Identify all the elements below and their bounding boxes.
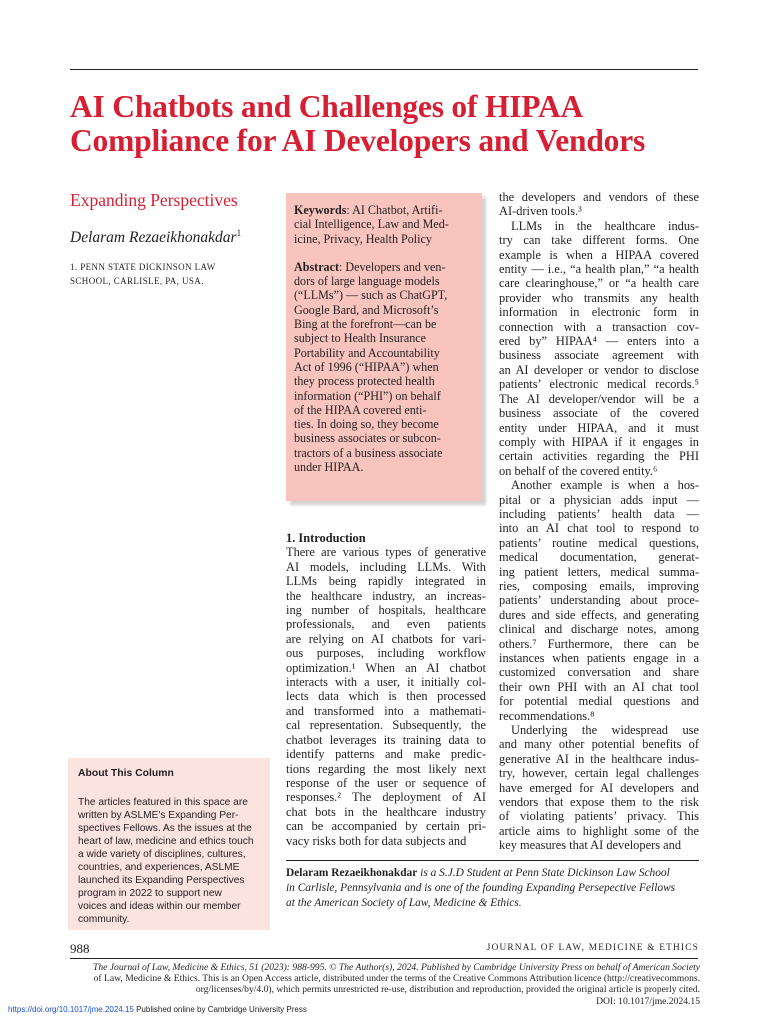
abstract-line: Google Bard, and Microsoft’s — [294, 302, 439, 317]
introduction-line: LLMs being rapidly integrated in — [286, 574, 486, 589]
keywords-abstract-box — [286, 193, 482, 501]
about-line: spectives Fellows. As the issues at the — [78, 823, 252, 834]
about-text — [78, 796, 259, 926]
abstract-line: they process protected health — [294, 374, 435, 389]
keywords-label: Keywords — [294, 203, 347, 217]
affiliation-line: 1. PENN STATE DICKINSON LAW — [70, 262, 216, 272]
introduction-line: chatbot leverages its training data to — [286, 732, 486, 747]
right-column-line: medical documentation, generat- — [499, 550, 699, 565]
right-column-line: on behalf of the covered entity.⁶ — [499, 463, 658, 478]
about-line: written by ASLME's Expanding Per- — [78, 810, 239, 821]
introduction-line: AI models, including LLMs. With — [286, 559, 486, 574]
right-column-line: generative AI in the healthcare indus- — [499, 751, 699, 766]
footer-rule — [70, 958, 698, 959]
citation-line: org/licenses/by/4.0), which permits unrestricted re-use, distribution and reproduction, provided the original article is properly cited. — [195, 984, 700, 996]
right-column-line: key measures that AI developers and — [499, 838, 682, 853]
abstract-line: information (“PHI”) on behalf — [294, 388, 441, 403]
keywords-line: icine, Privacy, Health Policy — [294, 231, 432, 246]
author-affiliation — [70, 260, 270, 288]
about-line: community. — [78, 914, 130, 925]
right-column-line: Another example is when a hos- — [511, 478, 699, 493]
author-byline — [70, 228, 241, 247]
right-column-line: ered by” HIPAA⁴ — enters into a — [499, 334, 699, 349]
right-column-line: example is when a HIPAA covered — [499, 247, 699, 262]
right-column-line: an AI developer or vendor to disclose — [499, 362, 699, 377]
page-number: 988 — [70, 941, 90, 956]
abstract-line: subject to Health Insurance — [294, 331, 426, 346]
introduction-body — [286, 545, 486, 848]
about-line: launched its Expanding Perspectives — [78, 875, 245, 886]
right-column-line: business associate agreement with — [499, 348, 699, 363]
keywords-block — [294, 203, 474, 246]
citation-text: The Journal of Law, Medicine & Ethics, 51 (2023): 988-995. © The Author(s), 2024. Published by Cambridge University Press on behalf of American Society — [93, 962, 700, 973]
right-column-line: pital or a physician adds input — — [499, 492, 699, 507]
series-label: Expanding Perspectives — [70, 190, 238, 210]
abstract-line: of the HIPAA covered enti- — [294, 402, 427, 417]
right-column-line: recommendations.⁸ — [499, 708, 595, 723]
right-column-line: patients’ electronic medical records.⁵ — [499, 377, 699, 392]
about-line: a wide variety of disciplines, cultures, — [78, 849, 246, 860]
bio-divider — [286, 860, 699, 861]
keywords-line — [294, 203, 474, 217]
right-column-line: the developers and vendors of these — [499, 190, 699, 204]
right-column-line: connection with a transaction cov- — [499, 319, 699, 334]
about-line: voices and ideas within our member — [78, 901, 241, 912]
author-name: Delaram Rezaeikhonakdar — [70, 229, 237, 247]
right-column-line: ing patient letters, medical summa- — [499, 564, 699, 579]
right-column-line: instances when patients engage in a — [499, 651, 699, 665]
citation-line: of Law, Medicine & Ethics. This is an Open Access article, distributed under the terms of the Creative Commons Attribution licence (http://creativecommons. — [93, 973, 700, 985]
introduction-line: ing number of hospitals, healthcare — [286, 603, 486, 618]
abstract-line: business associates or subcon- — [294, 431, 441, 446]
keywords-text: : AI Chatbot, Artifi- — [346, 203, 443, 217]
abstract-line: under HIPAA. — [294, 460, 364, 475]
right-column-line: their own PHI with an AI chat tool — [499, 679, 699, 694]
right-column-line: comply with HIPAA if it engages in — [499, 434, 699, 449]
abstract-line: dors of large language models — [294, 274, 440, 289]
right-column-line: The AI developer/vendor will be a — [499, 391, 699, 406]
introduction-line: interacts with a user, it initially col- — [286, 675, 486, 690]
about-line: program in 2022 to support new — [78, 888, 222, 899]
right-column-line: into an AI chat tool to respond to — [499, 521, 699, 536]
abstract-line: Bing at the forefront—can be — [294, 317, 437, 332]
introduction-line: and transformed into a mathemati- — [286, 703, 486, 718]
right-column-line: dures and side effects, and generating — [499, 607, 699, 622]
right-column-body — [499, 190, 699, 853]
abstract-line — [294, 260, 474, 274]
citation-line — [64, 962, 700, 973]
introduction-line: lects data which is then processed — [286, 689, 486, 704]
right-column-line: care clearinghouse,” or “a health care — [499, 276, 699, 291]
right-column-line: clinical and discharge notes, among — [499, 622, 699, 637]
column-introduction — [286, 531, 486, 848]
abstract-line: Act of 1996 (“HIPAA”) when — [294, 359, 439, 374]
abstract-line: Portability and Accountability — [294, 345, 440, 360]
introduction-line: responses.² The deployment of AI — [286, 790, 486, 805]
citation-block — [64, 962, 700, 1007]
published-online-text: Published online by Cambridge University Press — [133, 1005, 307, 1014]
abstract-block — [294, 260, 474, 474]
right-column-line: certain activities regarding the PHI — [499, 449, 699, 464]
right-column-line: Underlying the widespread use — [511, 723, 699, 738]
right-column-line: information in electronic form in — [499, 305, 699, 320]
abstract-text: : Developers and ven- — [339, 259, 446, 274]
bio-author-name: Delaram Rezaeikhonakdar — [286, 867, 418, 879]
right-column-line: and many other potential benefits of — [499, 737, 699, 752]
author-bio — [286, 866, 699, 911]
abstract-label: Abstract — [294, 259, 340, 274]
right-column-line: AI-driven tools.³ — [499, 204, 582, 219]
right-column-line: vendors that expose them to the risk — [499, 795, 699, 810]
column-right — [499, 190, 699, 853]
right-column-line: including patients’ health data — — [499, 506, 699, 521]
article-title — [70, 90, 710, 158]
about-line: countries, and experiences, ASLME — [78, 862, 240, 873]
right-column-line: patients’ understanding about proce- — [499, 593, 699, 608]
about-column-box — [68, 758, 270, 930]
author-footnote-mark: 1 — [236, 228, 242, 238]
right-column-line: of violating patients’ privacy. This — [499, 809, 699, 824]
bio-line: at the American Society of Law, Medicine & Ethics. — [286, 897, 522, 909]
introduction-line: tions regarding the most likely next — [286, 761, 486, 776]
about-line: The articles featured in this space are — [78, 797, 248, 808]
abstract-line: tractors of a business associate — [294, 445, 443, 460]
right-column-line: try, however, certain legal challenges — [499, 766, 699, 781]
right-column-line: try can take different forms. One — [499, 233, 699, 248]
bio-text: is a S.J.D Student at Penn State Dickinson Law School — [417, 867, 670, 879]
bio-line — [286, 866, 699, 881]
journal-running-head: JOURNAL OF LAW, MEDICINE & ETHICS — [486, 943, 699, 953]
right-column-line: business associate of the covered — [499, 406, 699, 421]
right-column-line: ries, composing emails, improving — [499, 578, 699, 593]
right-column-line: others.⁷ Furthermore, there can be — [499, 636, 699, 651]
introduction-line: are relying on AI chatbots for vari- — [286, 631, 486, 646]
top-rule — [70, 69, 698, 70]
right-column-line: customized conversation and share — [499, 665, 699, 680]
doi-footer — [8, 1005, 307, 1014]
right-column-line: entity — i.e., “a health plan,” “a health — [499, 262, 699, 277]
about-line: heart of law, medicine and ethics touch — [78, 836, 254, 847]
introduction-line: vacy risks both for data subjects and — [286, 833, 467, 848]
introduction-line: the healthcare industry, an increas- — [286, 588, 486, 603]
abstract-line: (“LLMs”) — such as ChatGPT, — [294, 288, 448, 303]
right-column-line: article aims to highlight some of the — [499, 823, 699, 838]
introduction-line: optimization.¹ When an AI chatbot — [286, 660, 486, 675]
introduction-line: response of the user or sequence of — [286, 775, 486, 790]
right-column-line: have emerged for AI developers and — [499, 780, 699, 795]
introduction-line: cal representation. Subsequently, the — [286, 718, 486, 733]
citation-line: DOI: 10.1017/jme.2024.15 — [596, 995, 700, 1007]
introduction-line: can be accompanied by certain pri- — [286, 819, 486, 834]
introduction-line: professionals, and even patients — [286, 617, 486, 632]
keywords-line: cial Intelligence, Law and Med- — [294, 217, 449, 232]
article-title-line-2: Compliance for AI Developers and Vendors — [70, 123, 646, 158]
right-column-line: for potential medial questions and — [499, 694, 699, 709]
article-title-line-1: AI Chatbots and Challenges of HIPAA — [70, 89, 584, 124]
right-column-line: provider who transmits any health — [499, 290, 699, 305]
right-column-line: patients’ routine medical questions, — [499, 535, 699, 550]
right-column-line: LLMs in the healthcare indus- — [511, 218, 699, 233]
affiliation-line: SCHOOL, CARLISLE, PA, USA. — [70, 276, 204, 286]
abstract-line: ties. In doing so, they become — [294, 417, 439, 432]
introduction-line: ous purposes, including workflow — [286, 646, 486, 661]
about-heading: About This Column — [78, 768, 174, 779]
section-heading-introduction: 1. Introduction — [286, 531, 366, 545]
introduction-line: There are various types of generative — [286, 545, 486, 560]
introduction-line: identify patterns and make predic- — [286, 747, 486, 762]
introduction-line: chat bots in the healthcare industry — [286, 804, 486, 819]
right-column-line: entity under HIPAA, and it must — [499, 420, 699, 435]
bio-line: in Carlisle, Pennsylvania and is one of the founding Expanding Persepective Fellows — [286, 882, 676, 894]
doi-link[interactable]: https://doi.org/10.1017/jme.2024.15 — [8, 1005, 134, 1014]
